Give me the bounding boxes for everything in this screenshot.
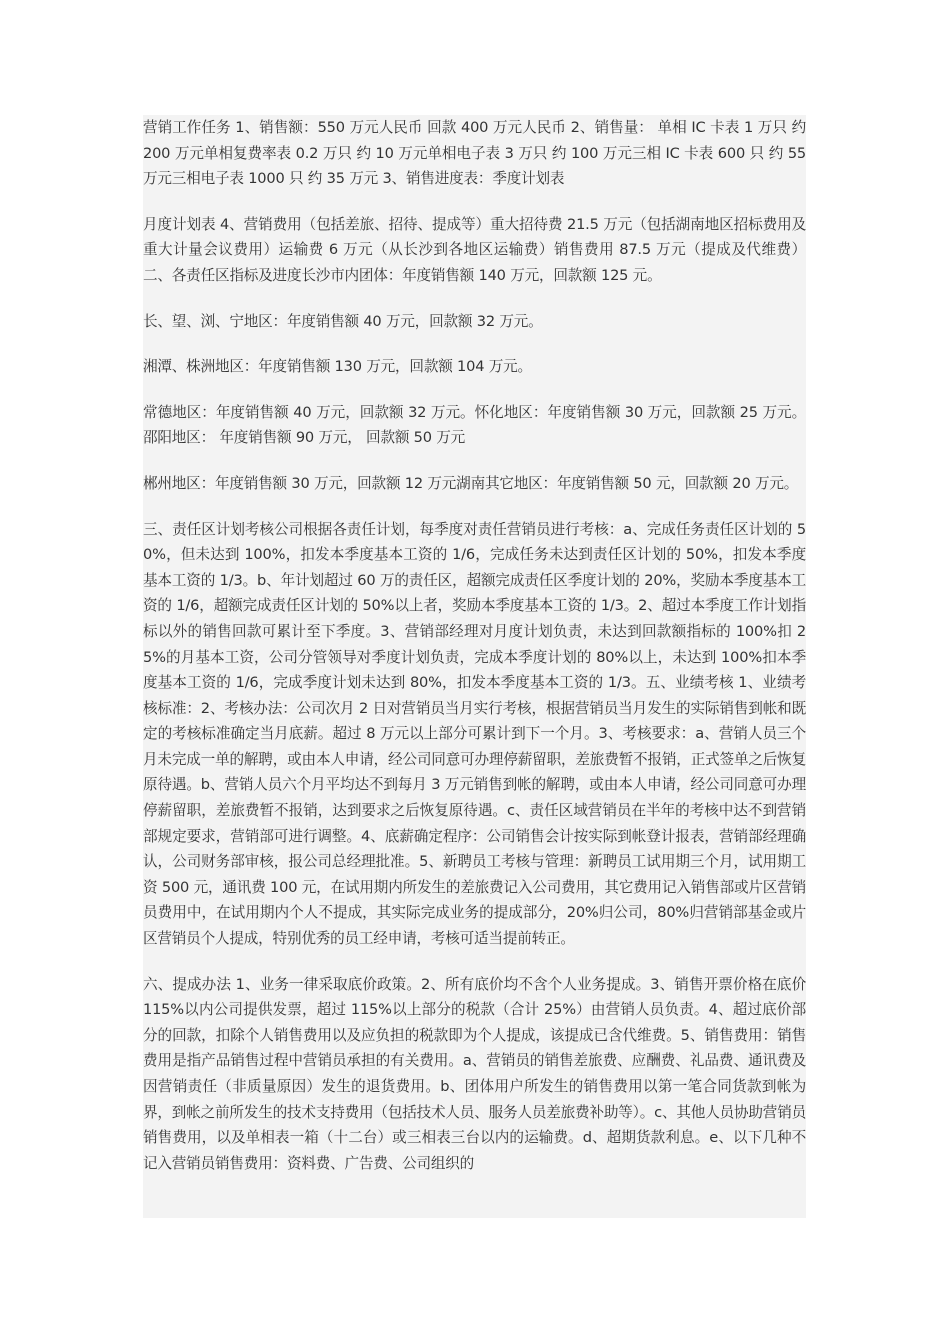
paragraph-sales-tasks: 营销工作任务 1、销售额：550 万元人民币 回款 400 万元人民币 2、销售量： 单相 IC 卡表 1 万只 约 200 万元单相复费率表 0.2 万只 约 10 万元单相电子表 3 万只 约 100 万元三相 IC 卡表 600 只 约 55 万元三相电子表 1000 只 约 35 万元 3、销售进度表：季度计划表	[143, 119, 806, 188]
paragraph-gap	[143, 451, 806, 471]
paragraph-gap	[143, 380, 806, 400]
paragraph-gap	[143, 497, 806, 517]
document-body	[143, 115, 806, 1218]
paragraph-gap	[143, 192, 806, 212]
paragraph-gap	[143, 289, 806, 309]
paragraph-assessment: 三、责任区计划考核公司根据各责任计划，每季度对责任营销员进行考核：a、完成任务责任区计划的 50%，但未达到 100%，扣发本季度基本工资的 1/6，完成任务未达到责任区计划的 50%，扣发本季度基本工资的 1/3。b、年计划超过 60 万的责任区，超额完成责任区季度计划的 20%，奖励本季度基本工资的 1/6，超额完成责任区计划的 50%以上者，奖励本季度基本工资的 1/3。2、超过本季度工作计划指标以外的销售回款可累计至下季度。3、营销部经理对月度计划负责，未达到回款额指标的 100%扣 25%的月基本工资，公司分管领导对季度计划负责，完成本季度计划的 80%以上，未达到 100%扣本季度基本工资的 1/6，完成季度计划未达到 80%，扣发本季度基本工资的 1/3。五、业绩考核 1、业绩考核标准：2、考核办法：公司次月 2 日对营销员当月实行考核，根据营销员当月发生的实际销售到帐和既定的考核标准确定当月底薪。超过 8 万元以上部分可累计到下一个月。3、考核要求：a、营销人员三个月未完成一单的解聘，或由本人申请，经公司同意可办理停薪留职，差旅费暂不报销，正式签单之后恢复原待遇。b、营销人员六个月平均达不到每月 3 万元销售到帐的解聘，或由本人申请，经公司同意可办理停薪留职，差旅费暂不报销，达到要求之后恢复原待遇。c、责任区域营销员在半年的考核中达不到营销部规定要求，营销部可进行调整。4、底薪确定程序：公司销售会计按实际到帐登计报表，营销部经理确认，公司财务部审核，报公司总经理批准。5、新聘员工考核与管理：新聘员工试用期三个月，试用期工资 500 元，通讯费 100 元，在试用期内所发生的差旅费记入公司费用，其它费用记入销售部或片区营销员费用中，在试用期内个人不提成，其实际完成业务的提成部分，20%归公司，80%归营销部基金或片区营销员个人提成，特别优秀的员工经申请，考核可适当提前转正。	[143, 520, 806, 948]
paragraph-region-changde-huaihua-shaoyang: 常德地区：年度销售额 40 万元，回款额 32 万元。怀化地区：年度销售额 30 万元，回款额 25 万元。邵阳地区： 年度销售额 90 万元， 回款额 50 万元	[143, 403, 806, 447]
paragraph-region-changwangliuning: 长、望、浏、宁地区：年度销售额 40 万元，回款额 32 万元。	[143, 312, 543, 330]
paragraph-gap	[143, 334, 806, 354]
paragraph-region-xiangtan-zhuzhou: 湘潭、株洲地区：年度销售额 130 万元，回款额 104 万元。	[143, 358, 532, 376]
paragraph-region-chenzhou-other: 郴州地区：年度销售额 30 万元，回款额 12 万元湖南其它地区：年度销售额 50 元，回款额 20 万元。	[143, 474, 799, 492]
paragraph-commission-method: 六、提成办法 1、业务一律采取底价政策。2、所有底价均不含个人业务提成。3、销售开票价格在底价 115%以内公司提供发票，超过 115%以上部分的税款（合计 25%）由营销人员负责。4、超过底价部分的回款，扣除个人销售费用以及应负担的税款即为个人提成，该提成已含代维费。5、销售费用：销售费用是指产品销售过程中营销员承担的有关费用。a、营销员的销售差旅费、应酬费、礼品费、通讯费及因营销责任（非质量原因）发生的退货费用。b、团体用户所发生的销售费用以第一笔合同货款到帐为界，到帐之前所发生的技术支持费用（包括技术人员、服务人员差旅费补助等）。c、其他人员协助营销员销售费用，以及单相表一箱（十二台）或三相表三台以内的运输费。d、超期货款利息。e、以下几种不记入营销员销售费用：资料费、广告费、公司组织的	[143, 975, 806, 1172]
paragraph-marketing-expenses: 月度计划表 4、营销费用（包括差旅、招待、提成等）重大招待费 21.5 万元（包括湖南地区招标费用及重大计量会议费用）运输费 6 万元（从长沙到各地区运输费）销售费用 87.5 万元（提成及代维费） 二、各责任区指标及进度长沙市内团体：年度销售额 140 万元，回款额 125 元。	[143, 215, 806, 284]
paragraph-gap	[143, 952, 806, 972]
